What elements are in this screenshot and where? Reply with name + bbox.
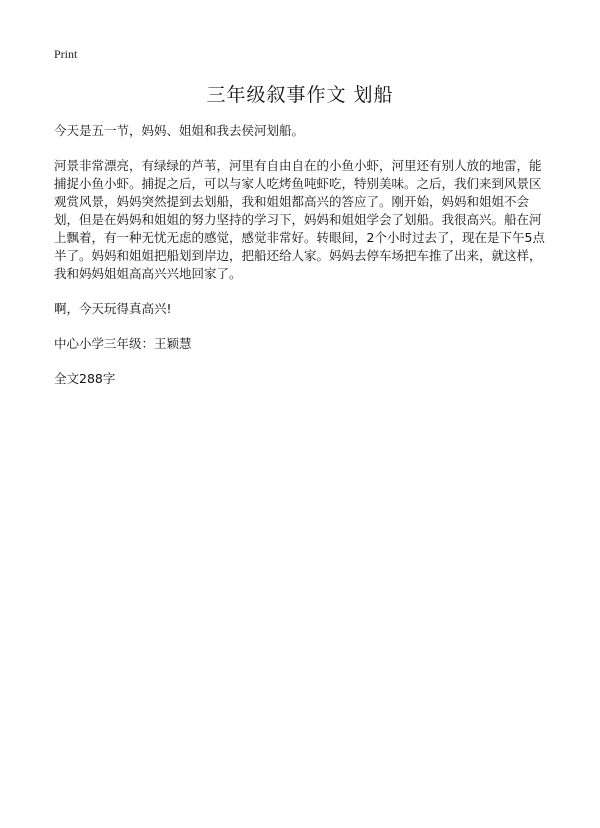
author-line: 中心小学三年级：王颖慧 (54, 336, 192, 351)
intro-paragraph: 今天是五一节，妈妈、姐姐和我去侯河划船。 (54, 123, 305, 138)
word-count: 全文288字 (54, 371, 116, 386)
closing-paragraph: 啊，今天玩得真高兴! (54, 301, 172, 316)
print-link[interactable]: Print (54, 47, 78, 61)
article-title: 三年级叙事作文 划船 (206, 84, 394, 106)
body-paragraph: 河景非常漂亮，有绿绿的芦苇，河里有自由自在的小鱼小虾，河里还有别人放的地雷，能捕捉小鱼小虾。捕捉之后，可以与家人吃烤鱼吨虾吃，特别美味。之后，我们来到风景区观赏风景，妈妈突然提到去划船，我和姐姐都高兴的答应了。刚开始，妈妈和姐姐不会划，但是在妈妈和姐姐的努力坚持的学习下，妈妈和姐姐学会了划船。我很高兴。船在河上飘着，有一种无忧无虑的感觉，感觉非常好。转眼间，2个小时过去了，现在是下午5点半了。妈妈和姐姐把船划到岸边，把船还给人家。妈妈去停车场把车推了出来，就这样，我和妈妈姐姐高高兴兴地回家了。 (54, 158, 545, 281)
article-content (54, 122, 548, 405)
